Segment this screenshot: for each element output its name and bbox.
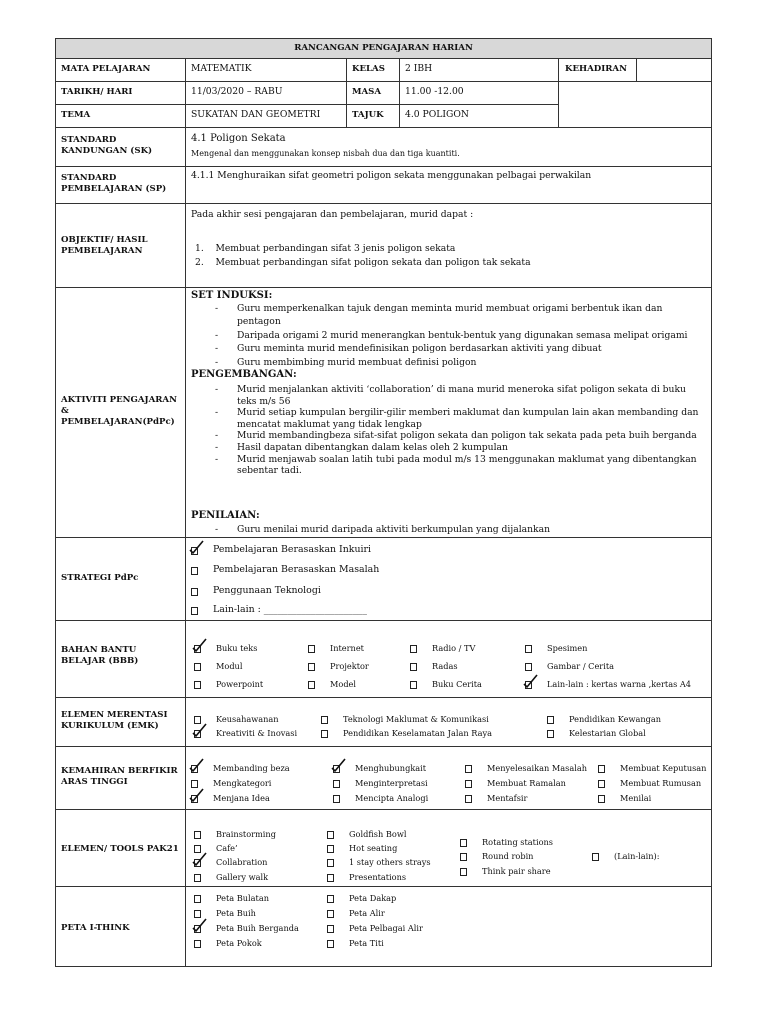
checkmark-icon <box>192 853 208 869</box>
checkbox-label: Menjana Idea <box>213 793 270 803</box>
checkbox-label: Presentations <box>349 872 407 882</box>
checkbox-label: (Lain-lain): <box>614 851 660 861</box>
checkbox[interactable] <box>598 780 605 788</box>
activity-item-text: Murid membandingbeza sifat-sifat poligon sekata dan poligon tak sekata pada peta buih berganda <box>237 430 697 442</box>
objektif-item: 1. Membuat perbandingan sifat 3 jenis poligon sekata <box>195 243 456 254</box>
mata-pelajaran-value: MATEMATIK <box>191 63 252 74</box>
checkbox-label: Modul <box>216 661 243 671</box>
activity-item-text: Daripada origami 2 murid menerangkan bentuk-bentuk yang digunakan semasa melipat origami <box>237 329 688 341</box>
kelas-label: KELAS <box>352 64 385 74</box>
tajuk-value: 4.0 POLIGON <box>405 109 469 120</box>
checkbox-label: Membanding beza <box>213 763 290 773</box>
checkbox[interactable] <box>327 845 334 853</box>
kehadiran-label: KEHADIRAN <box>565 64 627 74</box>
sp-text: 4.1.1 Menghuraikan sifat geometri poligon sekata menggunakan pelbagai perwakilan <box>191 170 592 181</box>
checkbox-label: Gambar / Cerita <box>547 661 614 671</box>
checkbox-label: Peta Buih Berganda <box>216 923 299 933</box>
checkbox-label: Projektor <box>330 661 369 671</box>
grid-line <box>55 809 712 810</box>
grid-line <box>55 166 712 167</box>
checkbox-label: Lain-lain : kertas warna ,kertas A4 <box>547 679 692 689</box>
checkmark-icon <box>192 724 208 740</box>
checkbox[interactable] <box>191 588 198 596</box>
checkbox-label: Buku teks <box>216 643 258 653</box>
checkbox[interactable] <box>194 895 201 903</box>
checkbox[interactable] <box>410 645 417 653</box>
objektif-item-text: Membuat perbandingan sifat 3 jenis poligon sekata <box>215 243 456 254</box>
dash-bullet: - <box>215 524 219 535</box>
grid-line <box>55 746 712 747</box>
sk-label: STANDARD KANDUNGAN (SK) <box>61 135 153 156</box>
pengembangan-title: PENGEMBANGAN: <box>191 369 297 380</box>
checkbox[interactable] <box>410 681 417 689</box>
grid-line <box>55 58 712 59</box>
activity-item <box>215 329 705 342</box>
checkbox-label: Collabration <box>216 857 268 867</box>
dash-bullet: - <box>215 441 219 453</box>
grid-line <box>55 203 712 204</box>
checkbox[interactable] <box>327 831 334 839</box>
penilaian-title: PENILAIAN: <box>191 510 260 521</box>
emk-label: ELEMEN MERENTASI KURIKULUM (EMK) <box>61 710 168 731</box>
tema-value: SUKATAN DAN GEOMETRI <box>191 109 321 120</box>
checkbox-label: Gallery walk <box>216 872 269 882</box>
checkbox-label: Keusahawanan <box>216 714 279 724</box>
checkbox[interactable] <box>321 730 328 738</box>
masa-value: 11.00 -12.00 <box>405 86 464 97</box>
checkbox[interactable] <box>547 730 554 738</box>
checkbox-label: Membuat Ramalan <box>487 778 566 788</box>
checkbox-label: Mencipta Analogi <box>355 793 429 803</box>
activity-item-text: Murid menjawab soalan latih tubi pada modul m/s 13 menggunakan maklumat yang dibentangkan sebentar tadi. <box>237 453 697 477</box>
activity-item <box>215 524 705 536</box>
activity-item-text: Guru meminta murid mendefinisikan poligon berdasarkan aktiviti yang dibuat <box>237 343 602 355</box>
checkbox-label: Pendidikan Keselamatan Jalan Raya <box>343 728 492 738</box>
tajuk-label: TAJUK <box>352 110 384 120</box>
activity-item-text: Guru memperkenalkan tajuk dengan meminta murid membuat origami berbentuk ikan dan pentagon <box>237 303 663 328</box>
table-border-right <box>711 38 712 967</box>
checkbox-label: Pembelajaran Berasaskan Masalah <box>213 564 380 575</box>
checkbox[interactable] <box>465 780 472 788</box>
dash-bullet: - <box>215 453 219 465</box>
sp-label: STANDARD PEMBELAJARAN (SP) <box>61 173 167 194</box>
grid-line <box>558 58 559 127</box>
grid-line <box>55 287 712 288</box>
grid-line <box>636 58 637 81</box>
checkmark-icon <box>189 759 205 775</box>
checkmark-icon <box>192 919 208 935</box>
page-title: RANCANGAN PENGAJARAN HARIAN <box>294 43 473 53</box>
checkbox-label: 1 stay others strays <box>349 857 431 867</box>
checkmark-icon <box>523 675 539 691</box>
checkbox[interactable] <box>194 663 201 671</box>
grid-line <box>55 537 712 538</box>
checkbox[interactable] <box>333 795 340 803</box>
checkbox-label: Menyelesaikan Masalah <box>487 763 587 773</box>
checkbox-label: Radio / TV <box>432 643 476 653</box>
checkbox-label: Round robin <box>482 851 534 861</box>
grid-line <box>55 886 712 887</box>
checkbox-label: Peta Dakap <box>349 893 397 903</box>
checkbox[interactable] <box>191 567 198 575</box>
checkbox[interactable] <box>465 765 472 773</box>
checkbox-label: Cafe’ <box>216 843 238 853</box>
checkbox-label: Powerpoint <box>216 679 264 689</box>
checkbox[interactable] <box>547 716 554 724</box>
checkbox-label: Kelestarian Global <box>569 728 646 738</box>
grid-line <box>399 58 400 127</box>
activity-item-text: Murid menjalankan aktiviti ‘collaboration’ di mana murid meneroka sifat poligon sekata di buku teks m/s 56 <box>237 384 686 407</box>
checkbox[interactable] <box>525 645 532 653</box>
checkmark-icon <box>189 789 205 805</box>
checkbox[interactable] <box>191 780 198 788</box>
grid-line <box>55 38 712 39</box>
checkbox[interactable] <box>308 645 315 653</box>
checkbox[interactable] <box>327 910 334 918</box>
checkbox-label: Buku Cerita <box>432 679 482 689</box>
checkbox-label: Radas <box>432 661 458 671</box>
checkbox[interactable] <box>333 780 340 788</box>
objektif-label: OBJEKTIF/ HASIL PEMBELAJARAN <box>61 235 148 256</box>
checkbox-label: Internet <box>330 643 364 653</box>
grid-line <box>55 620 712 621</box>
activity-item-text: Guru menilai murid daripada aktiviti berkumpulan yang dijalankan <box>237 524 550 535</box>
grid-line <box>55 81 712 82</box>
checkbox-label: Goldfish Bowl <box>349 829 407 839</box>
grid-line <box>55 104 559 105</box>
activity-item <box>215 454 705 477</box>
activity-item <box>215 384 705 407</box>
checkbox-label: Menghubungkait <box>355 763 427 773</box>
checkbox[interactable] <box>598 795 605 803</box>
checkbox[interactable] <box>194 831 201 839</box>
checkbox[interactable] <box>308 663 315 671</box>
grid-line <box>346 58 347 127</box>
dash-bullet: - <box>215 407 219 419</box>
checkbox[interactable] <box>194 910 201 918</box>
aktiviti-label: AKTIVITI PENGAJARAN & PEMBELAJARAN(PdPc) <box>61 395 177 427</box>
checkbox-label: Rotating stations <box>482 837 553 847</box>
ithink-label: PETA I-THINK <box>61 923 130 933</box>
checkbox-label: Peta Titi <box>349 938 384 948</box>
checkbox[interactable] <box>191 607 198 615</box>
checkbox[interactable] <box>308 681 315 689</box>
checkbox-label: Mengkategori <box>213 778 272 788</box>
checkmark-icon <box>192 639 208 655</box>
induksi-list <box>215 302 705 369</box>
checkbox-label: Pembelajaran Berasaskan Inkuiri <box>213 544 371 555</box>
grid-line <box>55 697 712 698</box>
checkbox-label: Think pair share <box>482 866 551 876</box>
activity-item <box>215 407 705 430</box>
checkbox-label: Pendidikan Kewangan <box>569 714 661 724</box>
checkbox[interactable] <box>465 795 472 803</box>
activity-item <box>215 302 705 329</box>
dash-bullet: - <box>215 356 219 368</box>
objektif-item-text: Membuat perbandingan sifat poligon sekata dan poligon tak sekata <box>215 257 531 268</box>
checkbox-label: Penggunaan Teknologi <box>213 585 321 596</box>
checkbox-label: Peta Pokok <box>216 938 262 948</box>
sk-description: Mengenal dan menggunakan konsep nisbah dua dan tiga kuantiti. <box>191 149 460 158</box>
checkbox[interactable] <box>194 940 201 948</box>
checkbox-label: Kreativiti & Inovasi <box>216 728 298 738</box>
checkbox[interactable] <box>321 716 328 724</box>
grid-line <box>55 966 712 967</box>
strategi-label: STRATEGI PdPc <box>61 573 139 583</box>
mata-pelajaran-label: MATA PELAJARAN <box>61 64 151 74</box>
table-border-left <box>55 38 56 967</box>
kelas-value: 2 IBH <box>405 63 433 74</box>
activity-item <box>215 442 705 454</box>
checkbox[interactable] <box>327 895 334 903</box>
induksi-title: SET INDUKSI: <box>191 290 273 301</box>
masa-label: MASA <box>352 87 382 97</box>
checkbox-label: Menilai <box>620 793 652 803</box>
activity-item-text: Murid setiap kumpulan bergilir-gilir memberi maklumat dan kumpulan lain akan membanding dan mencatat maklumat yang tidak lengkap <box>237 407 699 430</box>
dash-bullet: - <box>215 343 219 355</box>
checkbox-label: Menginterpretasi <box>355 778 428 788</box>
checkbox-label: Mentafsir <box>487 793 528 803</box>
checkbox[interactable] <box>327 925 334 933</box>
checkbox-label: Peta Alir <box>349 908 385 918</box>
tema-label: TEMA <box>61 110 91 120</box>
checkbox-label: Hot seating <box>349 843 398 853</box>
checkbox[interactable] <box>327 859 334 867</box>
checkbox-label: Teknologi Maklumat & Komunikasi <box>343 714 489 724</box>
dash-bullet: - <box>215 430 219 442</box>
label-column-divider <box>185 58 186 967</box>
checkbox[interactable] <box>592 853 599 861</box>
checkbox[interactable] <box>598 765 605 773</box>
checkbox[interactable] <box>327 940 334 948</box>
checkbox[interactable] <box>460 853 467 861</box>
dash-bullet: - <box>215 303 219 314</box>
checkbox[interactable] <box>525 663 532 671</box>
activity-item <box>215 430 705 442</box>
activity-item <box>215 342 705 355</box>
checkbox-label: Brainstorming <box>216 829 276 839</box>
checkbox[interactable] <box>194 716 201 724</box>
checkbox[interactable] <box>410 663 417 671</box>
checkmark-icon <box>331 759 347 775</box>
activity-item-text: Hasil dapatan dibentangkan dalam kelas oleh 2 kumpulan <box>237 441 508 453</box>
dash-bullet: - <box>215 329 219 341</box>
checkbox[interactable] <box>194 681 201 689</box>
objektif-intro: Pada akhir sesi pengajaran dan pembelajaran, murid dapat : <box>191 209 474 220</box>
checkbox-label: Peta Bulatan <box>216 893 269 903</box>
tarikh-value: 11/03/2020 – RABU <box>191 86 283 97</box>
checkbox-label: Spesimen <box>547 643 588 653</box>
checkbox-label: Peta Buih <box>216 908 256 918</box>
penilaian-list <box>215 524 705 536</box>
bbb-label: BAHAN BANTU BELAJAR (BBB) <box>61 645 139 666</box>
checkbox[interactable] <box>327 874 334 882</box>
activity-item <box>215 356 705 369</box>
checkbox-label: Membuat Rumusan <box>620 778 702 788</box>
pengembangan-list <box>215 384 705 477</box>
dash-bullet: - <box>215 384 219 395</box>
checkbox-label: Model <box>330 679 357 689</box>
activity-item-text: Guru membimbing murid membuat definisi poligon <box>237 356 477 368</box>
checkbox-label: Lain-lain : ______________________ <box>213 604 367 615</box>
checkbox[interactable] <box>194 874 201 882</box>
checkbox-label: Membuat Keputusan <box>620 763 707 773</box>
sk-title: 4.1 Poligon Sekata <box>191 133 286 144</box>
checkmark-icon <box>189 541 205 557</box>
checkbox[interactable] <box>460 868 467 876</box>
objektif-item: 2. Membuat perbandingan sifat poligon sekata dan poligon tak sekata <box>195 257 531 268</box>
checkbox[interactable] <box>460 839 467 847</box>
pak21-label: ELEMEN/ TOOLS PAK21 <box>61 844 179 854</box>
grid-line <box>55 127 712 128</box>
tarikh-label: TARIKH/ HARI <box>61 87 133 97</box>
checkbox-label: Peta Pelbagai Alir <box>349 923 423 933</box>
kbat-label: KEMAHIRAN BERFIKIR ARAS TINGGI <box>61 766 178 787</box>
checkbox[interactable] <box>194 845 201 853</box>
